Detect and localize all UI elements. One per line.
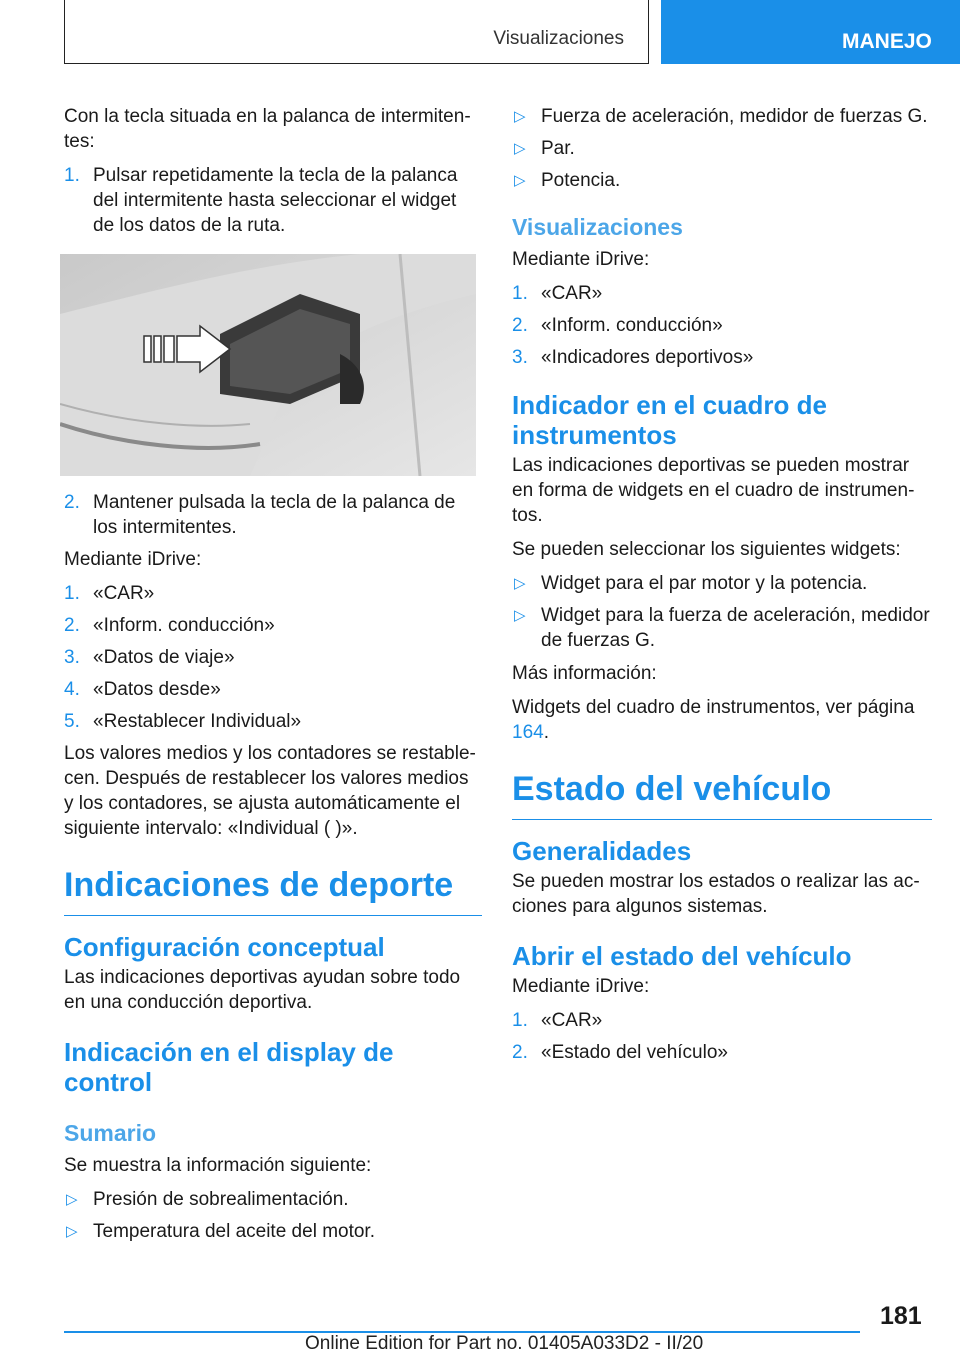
step-text: Pulsar repetidamente la tecla de la palanca del intermitente hasta seleccionar el widget de los datos de la ruta. — [93, 165, 458, 236]
heading-concept: Configuración conceptual — [64, 932, 385, 962]
idrive-steps — [64, 581, 482, 734]
step-text: «Datos de viaje» — [93, 647, 235, 668]
step-text: «Indicadores deportivos» — [541, 347, 754, 368]
triangle-bullet-icon: ▷ — [514, 607, 526, 624]
step-text: «Inform. conducción» — [93, 615, 275, 636]
summary-bullets — [64, 1187, 482, 1244]
list-item — [64, 613, 482, 638]
list-item — [64, 645, 482, 670]
step-text: «Estado del vehículo» — [541, 1042, 728, 1063]
bullet-item — [512, 104, 932, 129]
bullet-text: Widget para el par motor y la potencia. — [541, 573, 868, 594]
step-number: 3. — [64, 647, 80, 668]
steps-a — [64, 163, 482, 238]
edition-note: Online Edition for Part no. 01405A033D2 - II/20 — [305, 1333, 704, 1354]
step-number: 1. — [64, 583, 80, 604]
bullet-text: Potencia. — [541, 170, 621, 191]
list-item — [64, 163, 482, 238]
triangle-bullet-icon: ▷ — [66, 1223, 78, 1240]
idrive-steps-right — [512, 281, 932, 370]
idrive-label: Mediante iDrive: — [64, 549, 202, 570]
bullet-item — [512, 603, 932, 653]
page-164-link[interactable]: 164 — [512, 722, 544, 743]
header-section-tab — [64, 0, 649, 64]
list-item — [64, 677, 482, 702]
lever-illustration — [60, 254, 476, 476]
step-number: 2. — [64, 615, 80, 636]
step-number: 2. — [512, 315, 528, 336]
bullet-item — [512, 571, 932, 596]
concept-paragraph: Las indicaciones deportivas ayudan sobre todo en una conducción deportiva. — [64, 967, 461, 1013]
steps-b — [64, 490, 482, 540]
step-number: 1. — [512, 283, 528, 304]
widgets-label: Se pueden seleccionar los siguientes widgets: — [512, 539, 901, 560]
bullet-text: Temperatura del aceite del motor. — [93, 1221, 375, 1242]
heading-sport-displays: Indicaciones de deporte — [64, 865, 482, 916]
chapter-title: MANEJO — [842, 30, 932, 53]
list-item — [512, 345, 932, 370]
bullet-item — [512, 168, 932, 193]
section-title: Visualizaciones — [493, 28, 624, 49]
bullet-item — [64, 1219, 482, 1244]
widgets-bullets — [512, 571, 932, 653]
reset-paragraph: Los valores medios y los contadores se restablecen. Después de restablecer los valores medios y los contadores, se ajusta automáticamente el siguiente intervalo: «Individual ( )». — [64, 743, 476, 839]
intro-paragraph: Con la tecla situada en la palanca de intermitentes: — [64, 106, 471, 152]
more-info-label: Más información: — [512, 663, 657, 684]
triangle-bullet-icon: ▷ — [514, 172, 526, 189]
step-number: 1. — [512, 1010, 528, 1031]
list-item — [512, 1040, 932, 1065]
heading-open-status: Abrir el estado del vehículo — [512, 941, 852, 971]
bullet-item — [512, 136, 932, 161]
step-text: «Inform. conducción» — [541, 315, 723, 336]
idrive-label-right: Mediante iDrive: — [512, 249, 650, 270]
page-number: 181 — [880, 1302, 922, 1330]
more-info-end: . — [543, 722, 549, 743]
triangle-bullet-icon: ▷ — [66, 1191, 78, 1208]
left-column — [64, 104, 482, 1252]
step-number: 5. — [64, 711, 80, 732]
list-item — [64, 490, 482, 540]
step-text: «CAR» — [541, 1010, 603, 1031]
list-item — [512, 1008, 932, 1033]
bullet-text: Fuerza de aceleración, medidor de fuerzas G. — [541, 106, 928, 127]
step-number: 2. — [512, 1042, 528, 1063]
heading-summary: Sumario — [64, 1120, 157, 1146]
list-item — [512, 281, 932, 306]
step-text: «CAR» — [541, 283, 603, 304]
right-column — [512, 104, 932, 1072]
bullet-text: Presión de sobrealimentación. — [93, 1189, 349, 1210]
heading-instrument-cluster: Indicador en el cuadro de instrumentos — [512, 390, 827, 450]
list-item — [64, 709, 482, 734]
step-number: 2. — [64, 492, 80, 513]
list-item — [512, 313, 932, 338]
open-label: Mediante iDrive: — [512, 976, 650, 997]
bullets-top — [512, 104, 932, 193]
heading-general: Generalidades — [512, 836, 692, 866]
triangle-bullet-icon: ▷ — [514, 140, 526, 157]
step-text: «Restablecer Individual» — [93, 711, 302, 732]
step-text: Mantener pulsada la tecla de la palanca de los intermitentes. — [93, 492, 456, 538]
heading-control-display: Indicación en el display de control — [64, 1037, 394, 1097]
step-number: 3. — [512, 347, 528, 368]
more-info-paragraph — [512, 695, 932, 745]
bullet-text: Par. — [541, 138, 575, 159]
list-item — [64, 581, 482, 606]
turn-signal-lever-figure — [60, 254, 476, 476]
cluster-paragraph: Las indicaciones deportivas se pueden mostrar en forma de widgets en el cuadro de instrumentos. — [512, 455, 915, 526]
triangle-bullet-icon: ▷ — [514, 108, 526, 125]
general-paragraph: Se pueden mostrar los estados o realizar las acciones para algunos sistemas. — [512, 871, 920, 917]
step-text: «CAR» — [93, 583, 155, 604]
step-number: 1. — [64, 165, 80, 186]
summary-paragraph: Se muestra la información siguiente: — [64, 1155, 372, 1176]
step-number: 4. — [64, 679, 80, 700]
step-text: «Datos desde» — [93, 679, 221, 700]
bullet-text: Widget para la fuerza de aceleración, medidor de fuerzas G. — [541, 605, 930, 651]
bullet-item — [64, 1187, 482, 1212]
open-steps — [512, 1008, 932, 1065]
heading-visualizations: Visualizaciones — [512, 214, 683, 240]
chapter-tab — [661, 0, 960, 64]
triangle-bullet-icon: ▷ — [514, 575, 526, 592]
heading-vehicle-status: Estado del vehículo — [512, 769, 932, 820]
more-info-text: Widgets del cuadro de instrumentos, ver página — [512, 697, 915, 718]
